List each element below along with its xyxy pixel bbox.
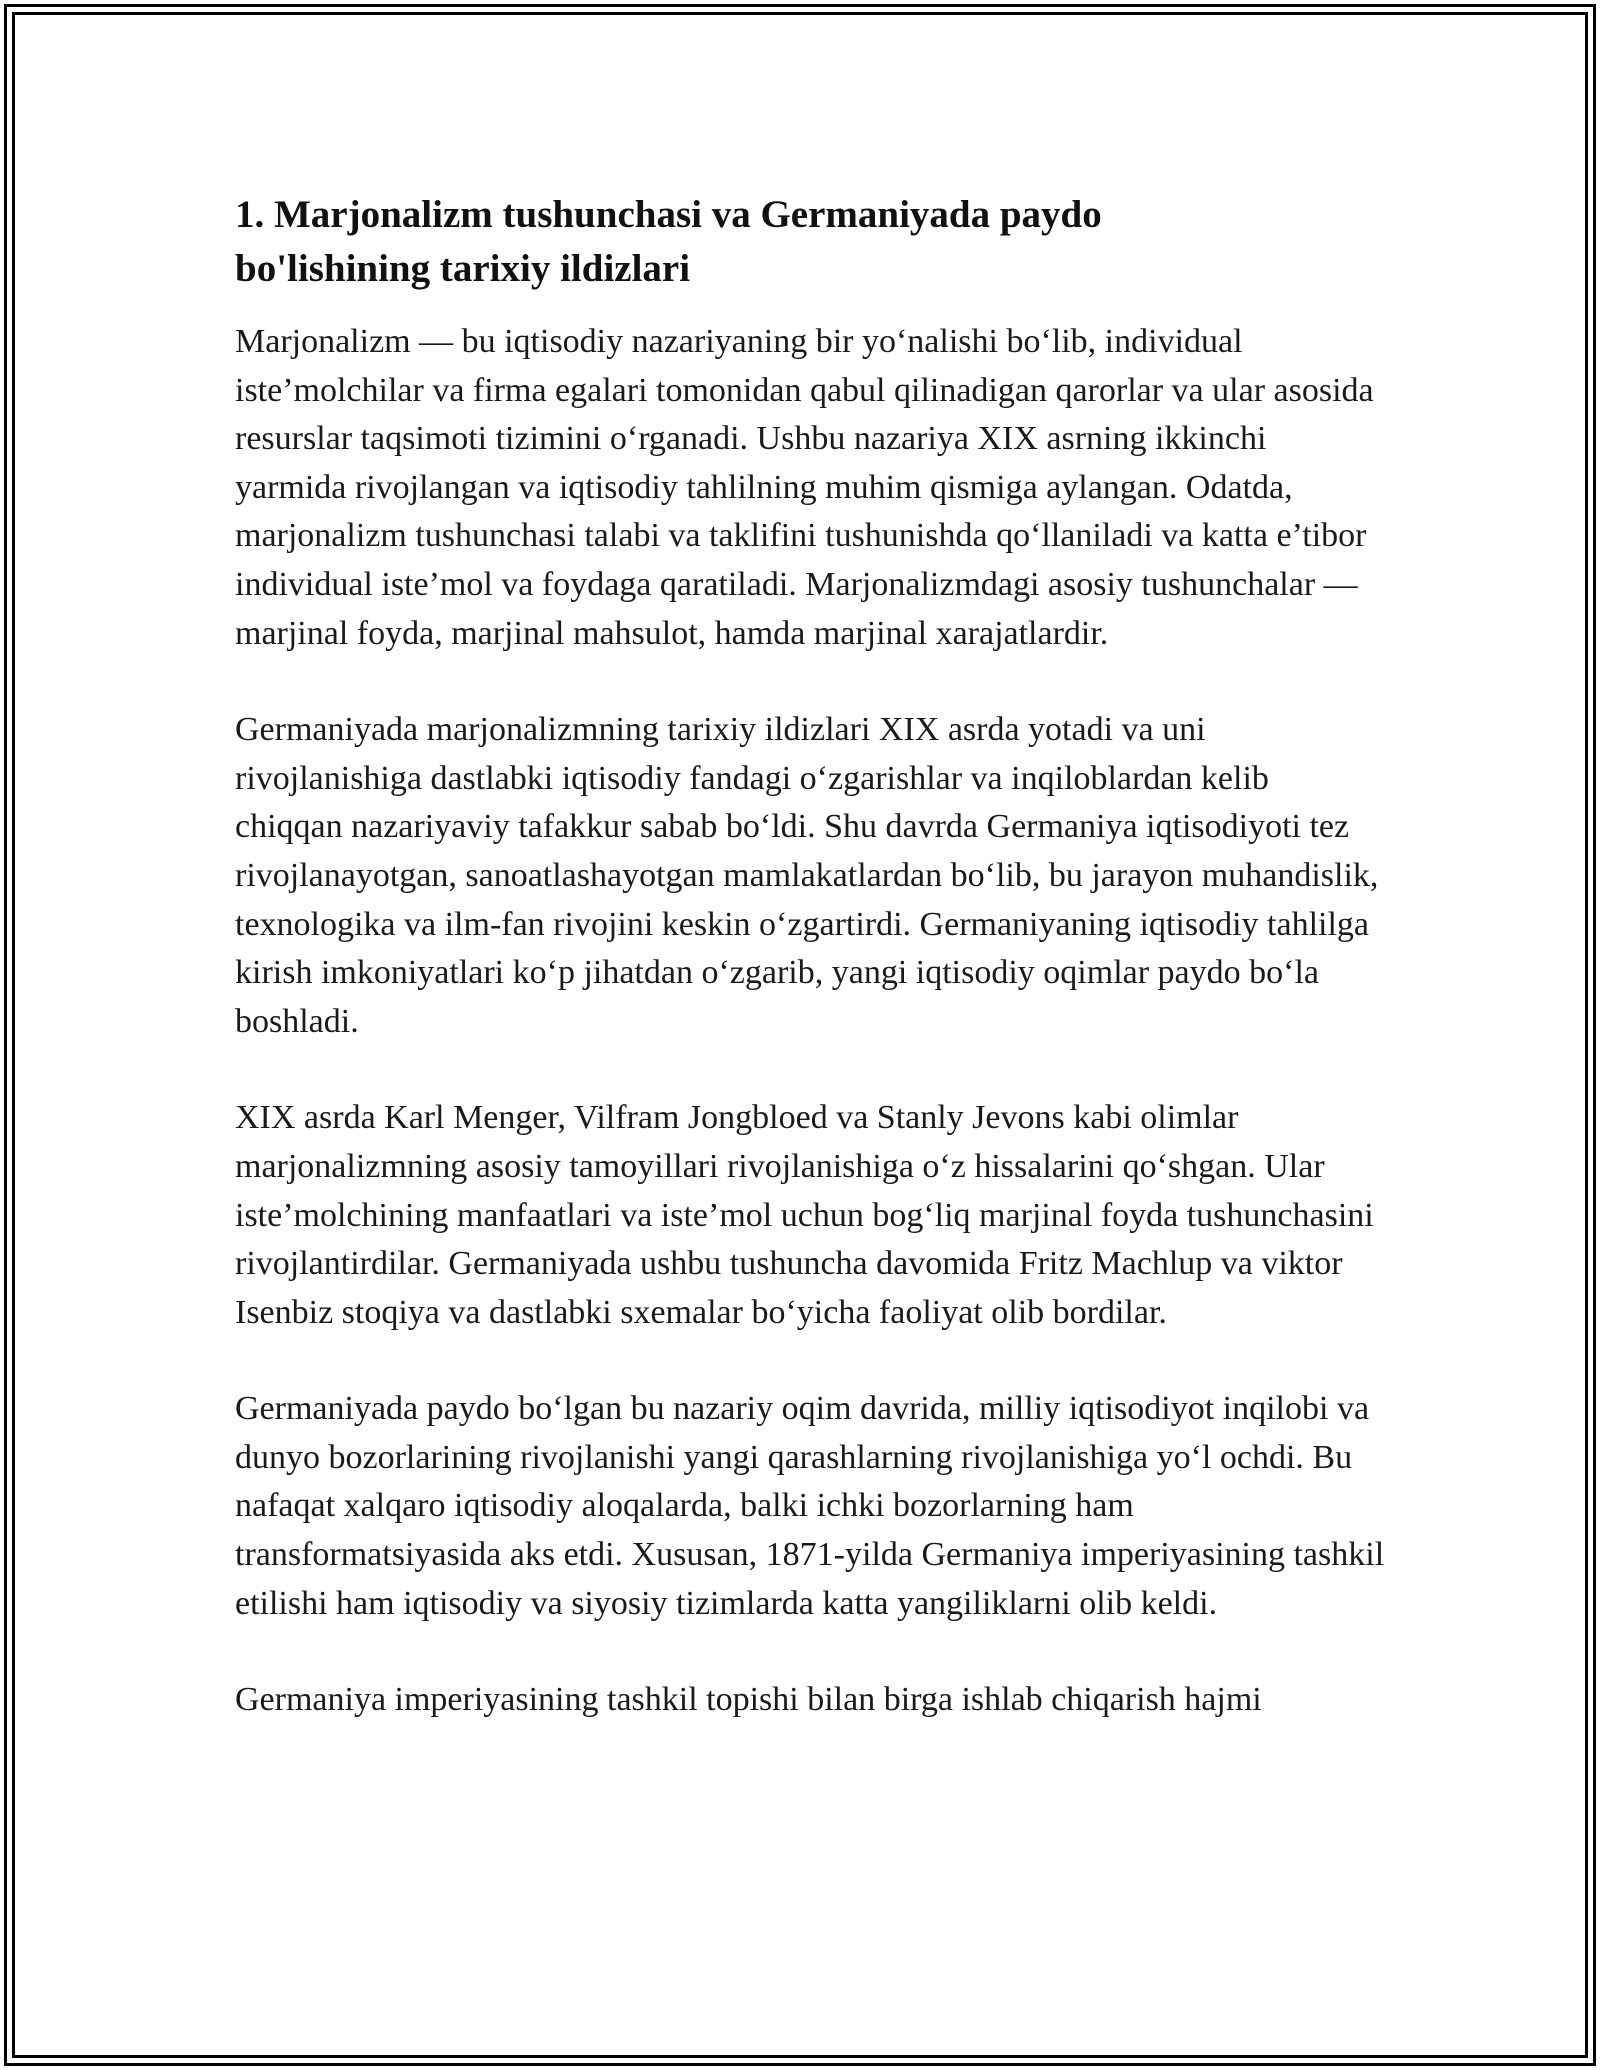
paragraph-2: Germaniyada marjonalizmning tarixiy ildizlari XIX asrda yotadi va uni rivojlanishiga dastlabki iqtisodiy fandagi o‘zgarishlar va inqiloblardan kelib chiqqan nazariyaviy tafakkur sabab bo‘ldi. Shu davrda Germaniya iqtisodiyoti tez rivojlanayotgan, sanoatlashayotgan mamlakatlardan bo‘lib, bu jarayon muhandislik, texnologika va ilm-fan rivojini keskin o‘zgartirdi. Germaniyaning iqtisodiy tahlilga kirish imkoniyatlari ko‘p jihatdan o‘zgarib, yangi iqtisodiy oqimlar paydo bo‘la boshladi. bbox=[235, 711, 1379, 1040]
document-body bbox=[235, 188, 1385, 1773]
paragraph-5: Germaniya imperiyasining tashkil topishi bilan birga ishlab chiqarish hajmi bbox=[235, 1681, 1262, 1719]
paragraph-1: Marjonalizm — bu iqtisodiy nazariyaning bir yo‘nalishi bo‘lib, individual iste’molchilar va firma egalari tomonidan qabul qilinadigan qarorlar va ular asosida resurslar taqsimoti tizimini o‘rganadi. Ushbu nazariya XIX asrning ikkinchi yarmida rivojlangan va iqtisodiy tahlilning muhim qismiga aylangan. Odatda, marjonalizm tushunchasi talabi va taklifini tushunishda qo‘llaniladi va katta e’tibor individual iste’mol va foydaga qaratiladi. Marjonalizmdagi asosiy tushunchalar — marjinal foyda, marjinal mahsulot, hamda marjinal xarajatlardir. bbox=[235, 323, 1374, 652]
section-heading bbox=[235, 188, 1385, 296]
paragraph-3: XIX asrda Karl Menger, Vilfram Jongbloed va Stanly Jevons kabi olimlar marjonalizmning asosiy tamoyillari rivojlanishiga o‘z hissalarini qo‘shgan. Ular iste’molchining manfaatlari va iste’mol uchun bog‘liq marjinal foyda tushunchasini rivojlantirdilar. Germaniyada ushbu tushuncha davomida Fritz Machlup va viktor Isenbiz stoqiya va dastlabki sxemalar bo‘yicha faoliyat olib bordilar. bbox=[235, 1099, 1374, 1331]
paragraph-4: Germaniyada paydo bo‘lgan bu nazariy oqim davrida, milliy iqtisodiyot inqilobi va dunyo bozorlarining rivojlanishi yangi qarashlarning rivojlanishiga yo‘l ochdi. Bu nafaqat xalqaro iqtisodiy aloqalarda, balki ichki bozorlarning ham transformatsiyasida aks etdi. Xususan, 1871-yilda Germaniya imperiyasining tashkil etilishi ham iqtisodiy va siyosiy tizimlarda katta yangiliklarni olib keldi. bbox=[235, 1390, 1385, 1622]
section-heading-line-1: 1. Marjonalizm tushunchasi va Germaniyada paydo bbox=[235, 193, 1102, 236]
section-heading-line-2: bo'lishining tarixiy ildizlari bbox=[235, 247, 691, 290]
